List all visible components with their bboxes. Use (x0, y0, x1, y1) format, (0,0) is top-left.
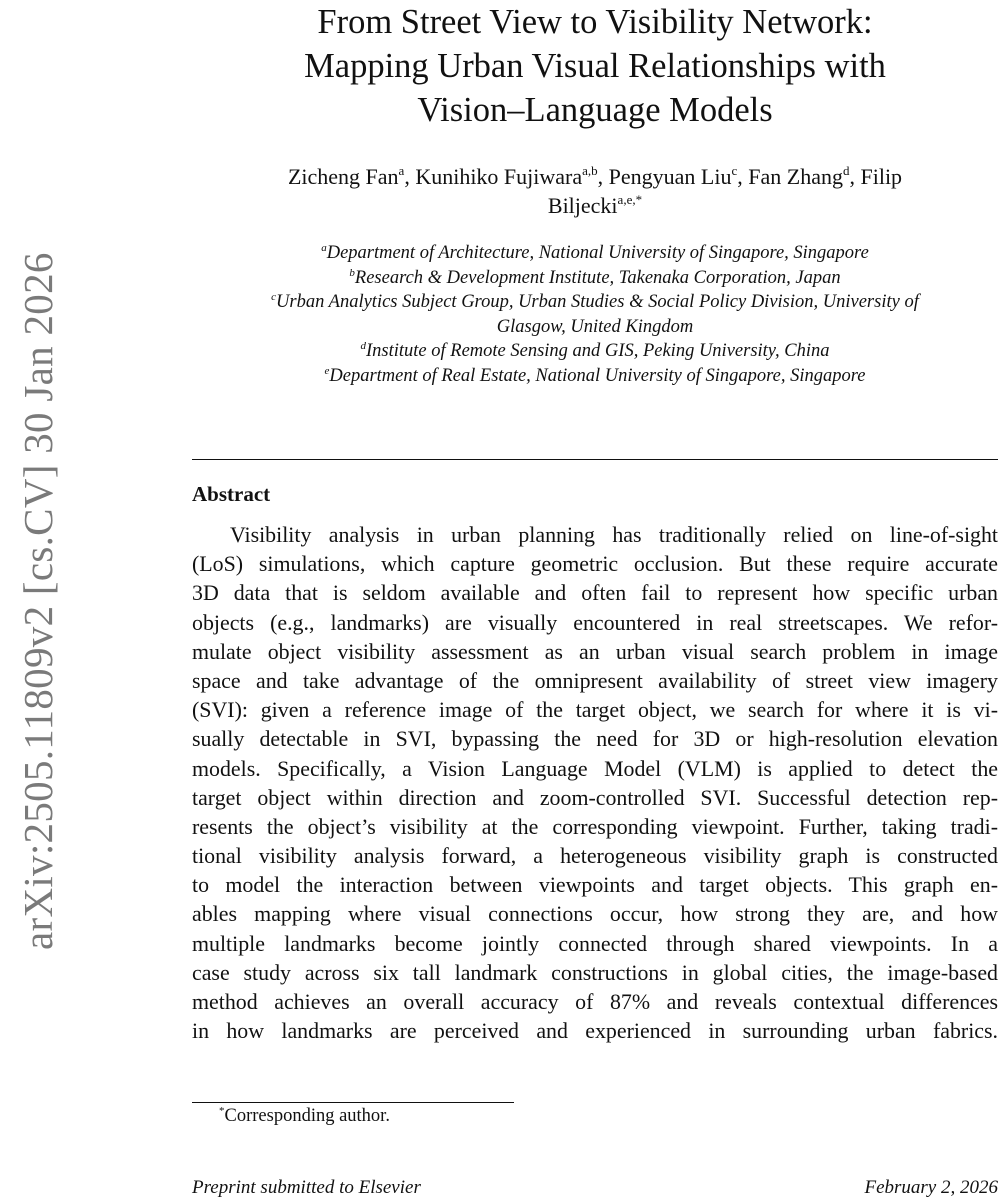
author-affiliation-marker: a,e,* (617, 192, 643, 207)
affiliation-text: Department of Architecture, National University of Singapore, Singapore (326, 243, 869, 263)
author-name: Kunihiko Fujiwara (415, 164, 583, 189)
author-separator: , (849, 164, 861, 189)
affiliation-marker: a (321, 242, 327, 254)
abstract-line: (LoS) simulations, which capture geometric occlusion. But these require accurate (192, 551, 998, 577)
author-separator: , (737, 164, 749, 189)
abstract-line: sually detectable in SVI, bypassing the need for 3D or high-resolution elevation (192, 726, 998, 752)
footnote-rule (192, 1102, 514, 1103)
affiliation-marker: e (324, 364, 330, 377)
author-name-first-part: Filip (860, 164, 903, 189)
affiliation-item (192, 241, 998, 266)
affiliation-text: Institute of Remote Sensing and GIS, Peking University, China (366, 341, 830, 361)
title-line: Mapping Urban Visual Relationships with (304, 47, 886, 85)
abstract-line: resents the object’s visibility at the corresponding viewpoint. Further, taking tradi- (192, 813, 998, 839)
abstract-line: mulate object visibility assessment as an urban visual search problem in image (192, 638, 998, 664)
author-affiliation-marker: a,b (582, 163, 598, 178)
author-name: Fan Zhang (748, 164, 843, 189)
abstract-line: to model the interaction between viewpoints and target objects. This graph en- (192, 872, 998, 898)
author-name: Pengyuan Liu (608, 164, 732, 189)
title-line: From Street View to Visibility Network: (317, 3, 873, 41)
author-name-last-part: Biljecki (547, 193, 618, 218)
affiliation-item-continuation (192, 315, 998, 340)
author-name: Zicheng Fan (287, 164, 399, 189)
affiliation-item (192, 364, 998, 389)
affiliation-marker: b (349, 266, 355, 279)
affiliation-text: Department of Real Estate, National University of Singapore, Singapore (329, 365, 866, 386)
author-line-1 (192, 162, 998, 191)
footnote-marker: * (219, 1105, 225, 1117)
affiliation-item (192, 339, 998, 364)
affiliation-text: Research & Development Institute, Takenaka Corporation, Japan (354, 267, 841, 288)
author-affiliation-marker: d (842, 163, 850, 178)
abstract-heading: Abstract (192, 482, 271, 506)
affiliation-text: Glasgow, United Kingdom (496, 316, 694, 337)
affiliation-item (192, 266, 998, 291)
abstract-line: in how landmarks are perceived and experienced in surrounding urban fabrics. (192, 1018, 998, 1044)
abstract-line: case study across six tall landmark constructions in global cities, the image-based (192, 959, 998, 985)
affiliation-text: Urban Analytics Subject Group, Urban Studies & Social Policy Division, University of (276, 292, 919, 312)
abstract-body (192, 520, 998, 1045)
abstract-line: models. Specifically, a Vision Language Model (VLM) is applied to detect the (192, 755, 998, 781)
abstract-line: multiple landmarks become jointly connected through shared viewpoints. In a (192, 930, 998, 956)
footer-date: February 2, 2026 (864, 1177, 998, 1198)
arxiv-identifier-stamp: arXiv:2505.11809v2 [cs.CV] 30 Jan 2026 (15, 252, 61, 950)
title-line: Vision–Language Models (417, 91, 773, 129)
abstract-line: space and take advantage of the omnipresent availability of street view imagery (192, 667, 998, 693)
affiliation-marker: d (360, 340, 367, 352)
author-affiliation-marker: c (731, 163, 738, 178)
paper-title (192, 0, 998, 132)
author-separator: , (404, 164, 416, 189)
footnote (219, 1106, 390, 1127)
abstract-line: ables mapping where visual connections occur, how strong they are, and how (192, 901, 998, 927)
footnote-text: Corresponding author. (224, 1106, 390, 1126)
abstract-line: target object within direction and zoom-controlled SVI. Successful detection rep- (192, 784, 998, 810)
author-line-2 (192, 191, 998, 220)
footer-preprint-note: Preprint submitted to Elsevier (192, 1177, 421, 1198)
author-separator: , (597, 164, 609, 189)
abstract-line: objects (e.g., landmarks) are visually encountered in real streetscapes. We refor- (192, 609, 998, 635)
abstract-line: tional visibility analysis forward, a heterogeneous visibility graph is constructed (192, 843, 998, 869)
abstract-line: Visibility analysis in urban planning has traditionally relied on line-of-sight (230, 522, 998, 547)
abstract-line: 3D data that is seldom available and often fail to represent how specific urban (192, 580, 998, 606)
abstract-top-rule (192, 459, 998, 460)
affiliation-list (192, 241, 998, 388)
author-affiliation-marker: a (398, 163, 405, 178)
abstract-line: (SVI): given a reference image of the target object, we search for where it is vi- (192, 697, 998, 723)
affiliation-marker: c (271, 291, 277, 303)
abstract-line: method achieves an overall accuracy of 87% and reveals contextual differences (192, 989, 998, 1014)
author-list (192, 162, 998, 220)
affiliation-item (192, 290, 998, 315)
